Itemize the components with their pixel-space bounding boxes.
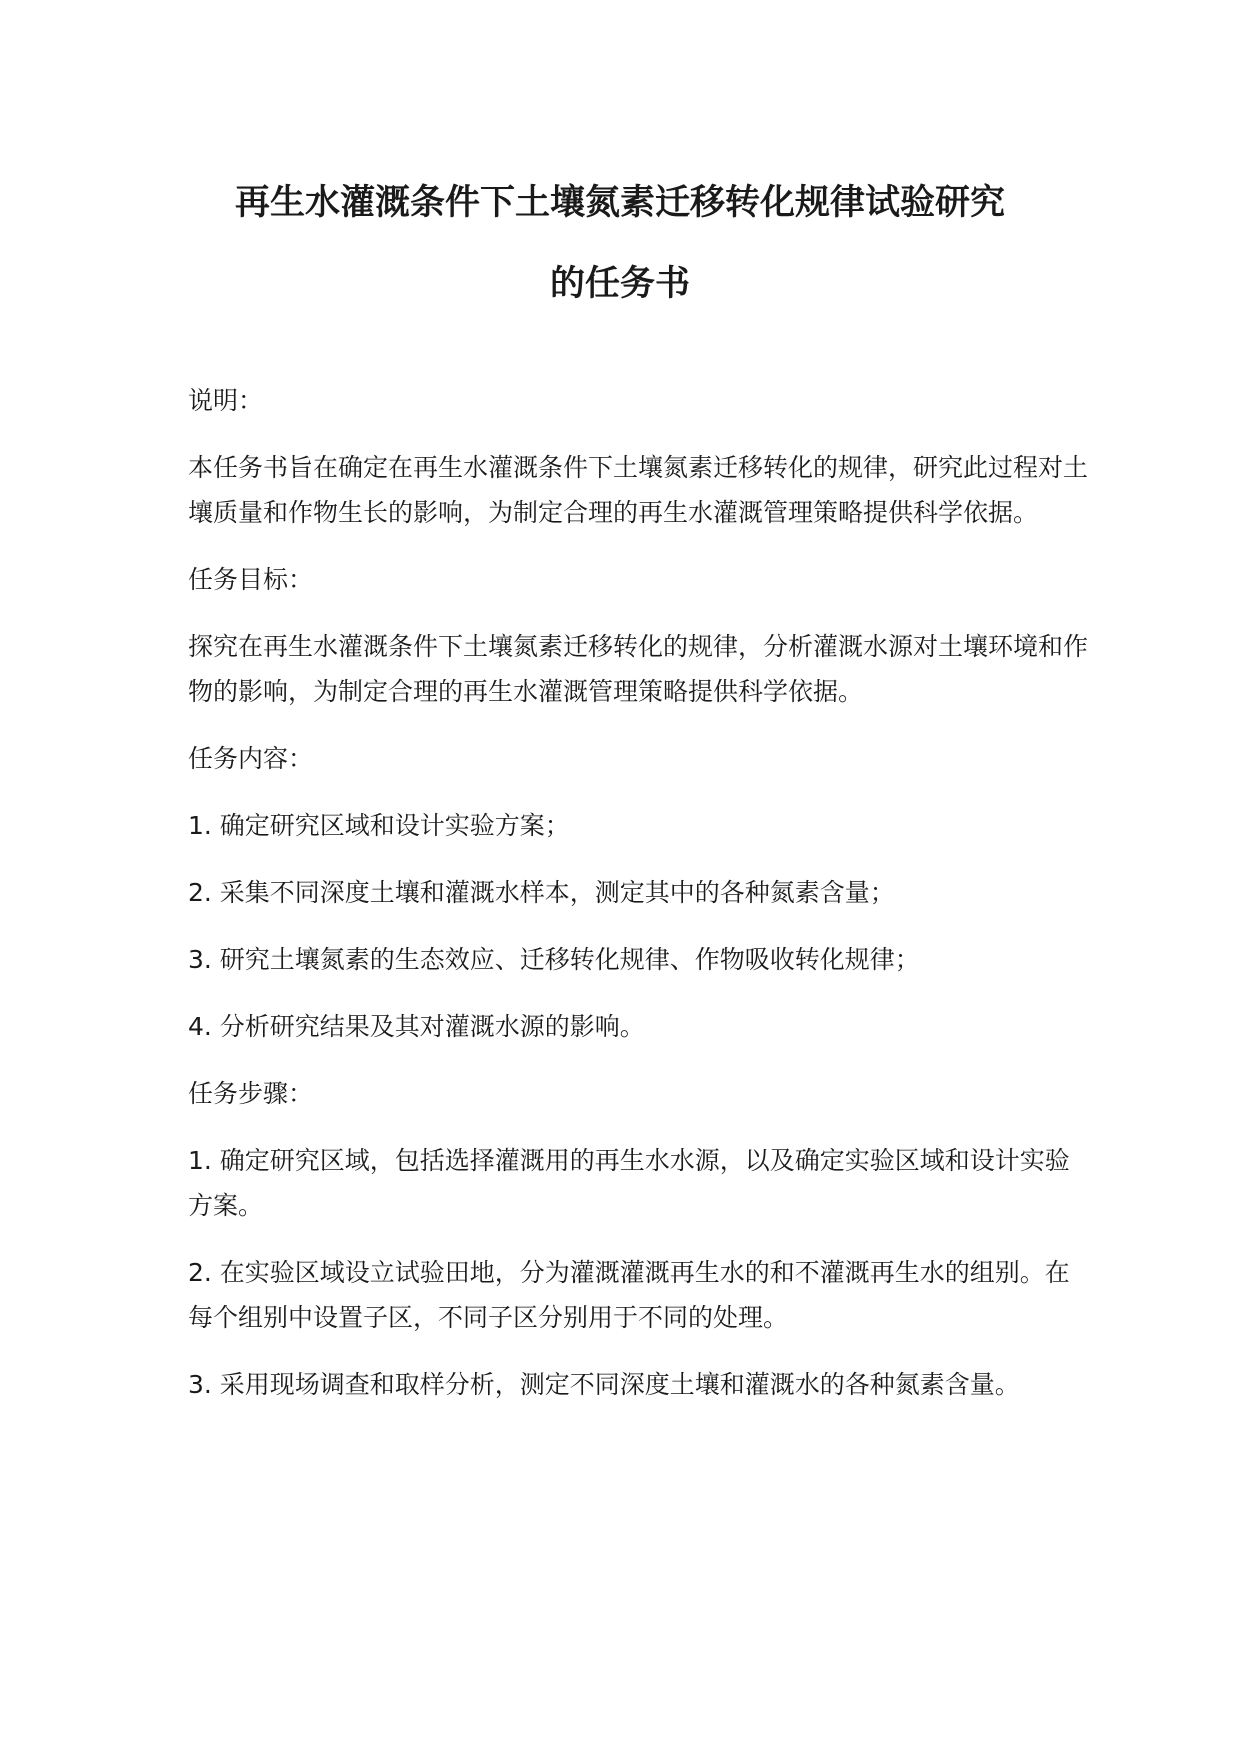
content-item-3: 3. 研究土壤氮素的生态效应、迁移转化规律、作物吸收转化规律；: [188, 945, 920, 974]
content-heading: 任务内容：: [188, 744, 314, 773]
document-title-line-1: 再生水灌溉条件下土壤氮素迁移转化规律试验研究: [234, 183, 1005, 223]
document-body: [188, 378, 1093, 1407]
document-title-line-2: 的任务书: [549, 264, 690, 304]
goal-heading: 任务目标：: [188, 565, 314, 594]
steps-item-1: 1. 确定研究区域，包括选择灌溉用的再生水水源，以及确定实验区域和设计实验方案。: [188, 1146, 1070, 1220]
intro-heading: 说明：: [188, 386, 264, 415]
content-item-1: 1. 确定研究区域和设计实验方案；: [188, 811, 570, 840]
content-item-2: 2. 采集不同深度土壤和灌溉水样本，测定其中的各种氮素含量；: [188, 878, 895, 907]
intro-paragraph: 本任务书旨在确定在再生水灌溉条件下土壤氮素迁移转化的规律，研究此过程对土壤质量和作物生长的影响，为制定合理的再生水灌溉管理策略提供科学依据。: [188, 453, 1089, 527]
goal-paragraph: 探究在再生水灌溉条件下土壤氮素迁移转化的规律，分析灌溉水源对土壤环境和作物的影响，为制定合理的再生水灌溉管理策略提供科学依据。: [188, 632, 1089, 706]
steps-heading: 任务步骤：: [188, 1079, 314, 1108]
steps-item-3: 3. 采用现场调查和取样分析，测定不同深度土壤和灌溉水的各种氮素含量。: [188, 1370, 1020, 1399]
content-item-4: 4. 分析研究结果及其对灌溉水源的影响。: [188, 1012, 645, 1041]
steps-item-2: 2. 在实验区域设立试验田地，分为灌溉灌溉再生水的和不灌溉再生水的组别。在每个组别中设置子区，不同子区分别用于不同的处理。: [188, 1258, 1070, 1332]
